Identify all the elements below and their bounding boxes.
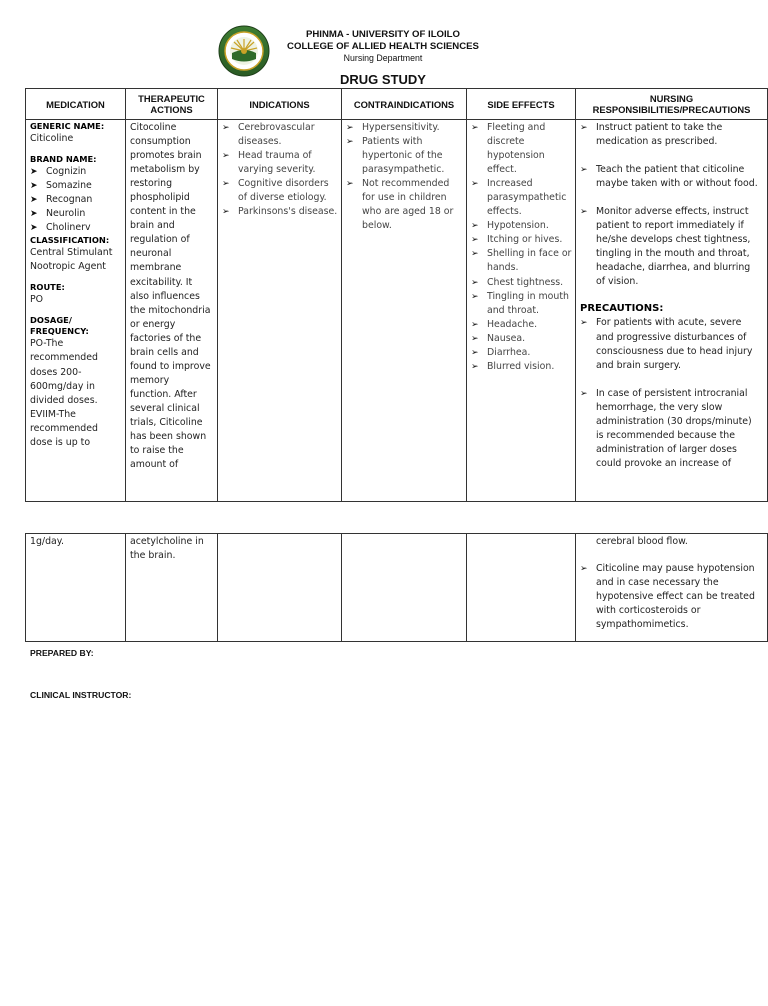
arrow-bullet-icon: ➢ xyxy=(346,179,354,190)
text-line: 600mg/day in xyxy=(30,380,95,392)
list-item xyxy=(471,276,572,290)
list-item-text: patient to report immediately if xyxy=(596,220,744,232)
arrow-bullet-icon: ➢ xyxy=(471,319,479,330)
list-item xyxy=(580,163,764,191)
list-item-text: sympathomimetics. xyxy=(596,619,689,631)
dosage-continuation: 1g/day. xyxy=(30,536,64,547)
list-item xyxy=(580,121,764,149)
list-item-text: medication as prescribed. xyxy=(596,136,718,148)
arrow-bullet-icon: ➢ xyxy=(580,165,588,176)
list-item-text: effects. xyxy=(487,206,522,218)
list-item xyxy=(222,121,338,149)
list-item-text: tingling in the mouth and throat, xyxy=(596,248,750,260)
arrow-bullet-icon: ➢ xyxy=(580,388,588,399)
side-effects-cell xyxy=(467,120,576,502)
nursing-responsibilities-list xyxy=(580,121,764,302)
list-item xyxy=(346,135,463,177)
list-item-text: Shelling in face or xyxy=(487,248,572,260)
drug-study-table xyxy=(25,88,768,502)
col-header-indications: INDICATIONS xyxy=(218,89,342,120)
list-item-text: Headache. xyxy=(487,318,538,330)
text-line: found to improve xyxy=(130,360,211,372)
precautions-list xyxy=(580,316,764,470)
table-row xyxy=(26,534,768,642)
list-item-text: Blurred vision. xyxy=(487,360,555,372)
college-name: COLLEGE OF ALLIED HEALTH SCIENCES xyxy=(287,41,479,52)
list-item-text: Teach the patient that citicoline xyxy=(596,164,745,176)
list-item-text: Head trauma of xyxy=(238,150,312,162)
list-item-text: Chest tightness. xyxy=(487,276,564,288)
list-item-text: administration (30 drops/minute) xyxy=(596,415,752,427)
arrow-bullet-icon: ➤ xyxy=(30,223,38,234)
prepared-by-label: PREPARED BY: xyxy=(30,648,94,658)
col-header-side-effects: SIDE EFFECTS xyxy=(467,89,576,120)
list-item xyxy=(471,121,572,177)
dosage-label: DOSAGE/ xyxy=(30,315,72,326)
arrow-bullet-icon: ➢ xyxy=(580,207,588,218)
list-item xyxy=(471,360,572,374)
arrow-bullet-icon: ➢ xyxy=(222,179,230,190)
therapeutic-text-continued xyxy=(126,534,217,563)
department-name: Nursing Department xyxy=(343,53,423,63)
text-line: content in the xyxy=(130,206,196,218)
brand-name: Recognan xyxy=(46,194,93,206)
list-item-text: Cognitive disorders xyxy=(238,178,329,190)
text-line: the brain. xyxy=(130,550,176,562)
col-header-contraindications: CONTRAINDICATIONS xyxy=(342,89,467,120)
list-item-text: and throat. xyxy=(487,304,540,316)
list-item-text: Parkinsons's disease. xyxy=(238,206,338,218)
list-item-text: Tingling in mouth xyxy=(487,290,569,302)
arrow-bullet-icon: ➢ xyxy=(471,277,479,288)
arrow-bullet-icon: ➢ xyxy=(471,235,479,246)
route-value: PO xyxy=(30,294,44,306)
classification-value: Nootropic Agent xyxy=(30,261,106,273)
arrow-bullet-icon: ➢ xyxy=(222,207,230,218)
dosage-text xyxy=(30,337,122,449)
list-item-text: Cerebrovascular xyxy=(238,122,315,133)
list-item xyxy=(471,332,572,346)
contraindications-cell-continued xyxy=(342,534,467,642)
generic-name-label: GENERIC NAME: xyxy=(30,121,105,131)
list-item xyxy=(222,177,338,205)
arrow-bullet-icon: ➢ xyxy=(471,249,479,260)
list-item-text: Increased xyxy=(487,178,533,190)
list-item xyxy=(471,290,572,318)
arrow-bullet-icon: ➢ xyxy=(580,123,588,133)
clinical-instructor-label: CLINICAL INSTRUCTOR: xyxy=(30,690,132,700)
list-item-text: Itching or hives. xyxy=(487,234,563,246)
page-title: DRUG STUDY xyxy=(340,72,426,87)
list-item-text: parasympathetic xyxy=(487,192,567,204)
list-item-text: Monitor adverse effects, instruct xyxy=(596,206,749,218)
brand-name-label: BRAND NAME: xyxy=(30,154,97,165)
nursing-responsibilities-cell-continued xyxy=(576,534,768,642)
arrow-bullet-icon: ➤ xyxy=(30,181,38,192)
text-line: memory xyxy=(130,374,170,386)
list-item-text: hands. xyxy=(487,262,519,274)
text-line: brain and xyxy=(130,220,175,232)
list-item-text: effect. xyxy=(487,164,517,176)
arrow-bullet-icon: ➤ xyxy=(30,167,38,178)
contraindications-cell xyxy=(342,120,467,502)
brand-name: Somazine xyxy=(46,180,92,192)
col-header-therapeutic-actions: THERAPEUTIC ACTIONS xyxy=(126,89,218,120)
list-item-text: hypertonic of the xyxy=(362,150,443,162)
text-line: the mitochondria xyxy=(130,304,211,316)
side-effects-list xyxy=(467,120,575,374)
list-item xyxy=(580,387,764,471)
list-item xyxy=(471,177,572,219)
route-label: ROUTE: xyxy=(30,282,65,293)
text-line: EVIIM-The xyxy=(30,408,76,420)
list-item xyxy=(346,121,463,135)
arrow-bullet-icon: ➢ xyxy=(471,123,479,133)
list-item-text: he/she develops chest tightness, xyxy=(596,234,751,246)
list-item-text: of diverse etiology. xyxy=(238,192,327,204)
text-line: neuronal xyxy=(130,248,172,260)
arrow-bullet-icon: ➢ xyxy=(222,123,230,133)
text-line: promotes brain xyxy=(130,150,202,162)
indications-cell-continued xyxy=(218,534,342,642)
text-line: several clinical xyxy=(130,402,200,414)
frequency-label: FREQUENCY: xyxy=(30,326,89,337)
list-item-text: and in case necessary the xyxy=(596,577,719,589)
drug-study-table-continued xyxy=(25,533,768,642)
text-line: doses 200- xyxy=(30,366,82,378)
classification-label: CLASSIFICATION: xyxy=(30,235,110,246)
text-line: trials, Citicoline xyxy=(130,416,203,428)
list-item-text: Citicoline may pause hypotension xyxy=(596,563,755,575)
list-item-text: administration of larger doses xyxy=(596,443,737,455)
indications-cell xyxy=(218,120,342,502)
text-line: recommended xyxy=(30,352,98,364)
list-item-text: who are aged 18 or xyxy=(362,206,454,218)
list-item-text: Diarrhea. xyxy=(487,346,531,358)
indications-list xyxy=(218,120,341,219)
text-line: or energy xyxy=(130,318,176,330)
text-line: also influences xyxy=(130,290,200,302)
therapeutic-text xyxy=(126,120,217,472)
list-item xyxy=(471,219,572,233)
arrow-bullet-icon: ➤ xyxy=(30,209,38,220)
text-line: to raise the xyxy=(130,445,184,457)
text-line: metabolism by xyxy=(130,164,200,176)
text-line: function. After xyxy=(130,388,197,400)
list-item-text: For patients with acute, severe xyxy=(596,317,742,329)
list-item-text: Not recommended xyxy=(362,178,450,190)
precaution-continuation: cerebral blood flow. xyxy=(596,536,688,547)
side-effects-cell-continued xyxy=(467,534,576,642)
contraindications-list xyxy=(342,120,466,233)
brand-name: Neurolin xyxy=(46,208,86,220)
arrow-bullet-icon: ➢ xyxy=(580,318,588,329)
text-line: regulation of xyxy=(130,234,190,246)
university-name: PHINMA - UNIVERSITY OF ILOILO xyxy=(305,29,461,40)
list-item-text: Hypersensitivity. xyxy=(362,122,440,133)
brand-name: Cognizin xyxy=(46,166,87,178)
list-item-text: Nausea. xyxy=(487,332,526,344)
list-item-text: hemorrhage, the very slow xyxy=(596,401,723,413)
list-item-text: below. xyxy=(362,220,392,232)
medication-cell-continued xyxy=(26,534,126,642)
precautions-list-continued xyxy=(580,562,764,632)
list-item-text: with corticosteroids or xyxy=(596,605,701,617)
list-item-text: In case of persistent introcranial xyxy=(596,387,748,399)
list-item-text: Hypotension. xyxy=(487,220,549,232)
therapeutic-actions-cell-continued xyxy=(126,534,218,642)
text-line: recommended xyxy=(30,422,98,434)
col-header-nursing-responsibilities: NURSING RESPONSIBILITIES/PRECAUTIONS xyxy=(576,89,768,120)
list-item xyxy=(580,205,764,289)
list-item-text: maybe taken with or without food. xyxy=(596,178,758,190)
text-line: excitability. It xyxy=(130,276,193,288)
text-line: phospholipid xyxy=(130,192,190,204)
text-line: divided doses. xyxy=(30,394,98,406)
arrow-bullet-icon: ➢ xyxy=(346,123,354,133)
medication-cell xyxy=(26,120,126,502)
text-line: factories of the xyxy=(130,332,202,344)
text-line: Citocoline xyxy=(130,122,177,133)
list-item-text: diseases. xyxy=(238,136,282,148)
arrow-bullet-icon: ➢ xyxy=(471,347,479,358)
list-item xyxy=(580,316,764,372)
arrow-bullet-icon: ➢ xyxy=(471,361,479,372)
text-line: membrane xyxy=(130,262,182,274)
text-line: PO-The xyxy=(30,338,64,350)
text-line: acetylcholine in xyxy=(130,536,204,547)
list-item-text: hypotensive effect can be treated xyxy=(596,591,755,603)
list-item-text: and progressive disturbances of xyxy=(596,331,747,343)
list-item-text: headache, diarrhea, and blurring xyxy=(596,262,751,274)
list-item-text: varying severity. xyxy=(238,164,316,176)
list-item xyxy=(471,346,572,360)
list-item-text: discrete xyxy=(487,136,525,148)
table-row xyxy=(26,120,768,502)
text-line: dose is up to xyxy=(30,436,91,448)
arrow-bullet-icon: ➢ xyxy=(471,179,479,190)
list-item xyxy=(580,562,764,632)
list-item-text: Instruct patient to take the xyxy=(596,122,723,133)
list-item-text: of vision. xyxy=(596,276,639,288)
university-seal-logo xyxy=(218,20,270,82)
arrow-bullet-icon: ➤ xyxy=(30,195,38,206)
list-item-text: is recommended because the xyxy=(596,429,735,441)
arrow-bullet-icon: ➢ xyxy=(471,291,479,302)
arrow-bullet-icon: ➢ xyxy=(346,137,354,148)
list-item xyxy=(222,149,338,177)
list-item-text: Fleeting and xyxy=(487,122,546,133)
arrow-bullet-icon: ➢ xyxy=(471,333,479,344)
text-line: amount of xyxy=(130,459,179,471)
list-item-text: hypotension xyxy=(487,150,545,162)
list-item-text: Patients with xyxy=(362,136,423,148)
text-line: consumption xyxy=(130,136,191,148)
text-line: has been shown xyxy=(130,431,207,443)
list-item xyxy=(471,233,572,247)
generic-name: Citicoline xyxy=(30,133,74,144)
arrow-bullet-icon: ➢ xyxy=(471,221,479,232)
classification-value: Central Stimulant xyxy=(30,247,113,259)
list-item-text: parasympathetic. xyxy=(362,164,445,176)
list-item-text: could provoke an increase of xyxy=(596,457,732,469)
list-item-text: consciousness due to head injury xyxy=(596,345,753,357)
list-item xyxy=(471,247,572,275)
therapeutic-actions-cell xyxy=(126,120,218,502)
list-item xyxy=(222,205,338,219)
nursing-responsibilities-cell xyxy=(576,120,768,502)
list-item-text: and brain surgery. xyxy=(596,359,681,371)
list-item xyxy=(471,318,572,332)
text-line: restoring xyxy=(130,178,173,190)
table-header-row xyxy=(26,89,768,120)
brand-name: Cholinerv xyxy=(46,222,91,234)
list-item xyxy=(346,177,463,233)
arrow-bullet-icon: ➢ xyxy=(222,151,230,162)
arrow-bullet-icon: ➢ xyxy=(580,564,588,575)
col-header-medication: MEDICATION xyxy=(26,89,126,120)
list-item-text: for use in children xyxy=(362,192,447,204)
text-line: brain cells and xyxy=(130,346,199,358)
precautions-heading: PRECAUTIONS: xyxy=(580,303,664,315)
